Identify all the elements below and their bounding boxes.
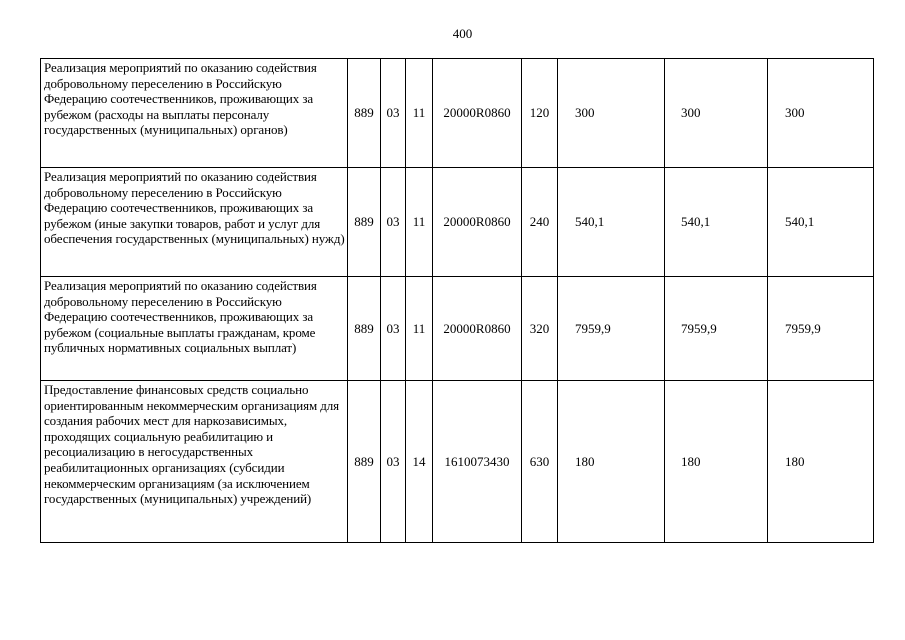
subsection-code: 14 (406, 381, 433, 543)
target-code: 20000R0860 (433, 168, 522, 277)
amount-2: 540,1 (665, 168, 768, 277)
row-description: Реализация мероприятий по оказанию содействия добровольному переселению в Российскую Федерацию соотечественников, проживающих за рубежом (социальные выплаты гражданам, кроме публичных нормативных социальных выплат) (41, 277, 348, 381)
table-row (41, 381, 874, 543)
section-code: 03 (381, 168, 406, 277)
amount-1: 180 (558, 381, 665, 543)
ministry-code: 889 (348, 59, 381, 168)
table-row (41, 59, 874, 168)
ministry-code: 889 (348, 381, 381, 543)
section-code: 03 (381, 277, 406, 381)
subsection-code: 11 (406, 168, 433, 277)
section-code: 03 (381, 59, 406, 168)
row-description: Предоставление финансовых средств социально ориентированным некоммерческим организациям для создания рабочих мест для наркозависимых, проходящих социальную реабилитацию и ресоциализацию в негосударственных реабилитационных организациях (субсидии некоммерческим организациям (за исключением государственных (муниципальных) учреждений) (41, 381, 348, 543)
expense-type-code: 120 (522, 59, 558, 168)
ministry-code: 889 (348, 277, 381, 381)
amount-2: 7959,9 (665, 277, 768, 381)
amount-1: 540,1 (558, 168, 665, 277)
amount-2: 300 (665, 59, 768, 168)
target-code: 20000R0860 (433, 59, 522, 168)
amount-1: 7959,9 (558, 277, 665, 381)
amount-2: 180 (665, 381, 768, 543)
section-code: 03 (381, 381, 406, 543)
row-description: Реализация мероприятий по оказанию содействия добровольному переселению в Российскую Федерацию соотечественников, проживающих за рубежом (расходы на выплаты персоналу государственных (муниципальных) органов) (41, 59, 348, 168)
amount-3: 180 (768, 381, 874, 543)
expense-type-code: 630 (522, 381, 558, 543)
amount-1: 300 (558, 59, 665, 168)
target-code: 20000R0860 (433, 277, 522, 381)
subsection-code: 11 (406, 59, 433, 168)
ministry-code: 889 (348, 168, 381, 277)
row-description: Реализация мероприятий по оказанию содействия добровольному переселению в Российскую Федерацию соотечественников, проживающих за рубежом (иные закупки товаров, работ и услуг для обеспечения государственных (муниципальных) нужд) (41, 168, 348, 277)
target-code: 1610073430 (433, 381, 522, 543)
page-number: 400 (452, 26, 473, 41)
amount-3: 300 (768, 59, 874, 168)
expense-type-code: 240 (522, 168, 558, 277)
budget-table (40, 58, 874, 543)
table-row (41, 168, 874, 277)
subsection-code: 11 (406, 277, 433, 381)
table-row (41, 277, 874, 381)
expense-type-code: 320 (522, 277, 558, 381)
amount-3: 540,1 (768, 168, 874, 277)
amount-3: 7959,9 (768, 277, 874, 381)
